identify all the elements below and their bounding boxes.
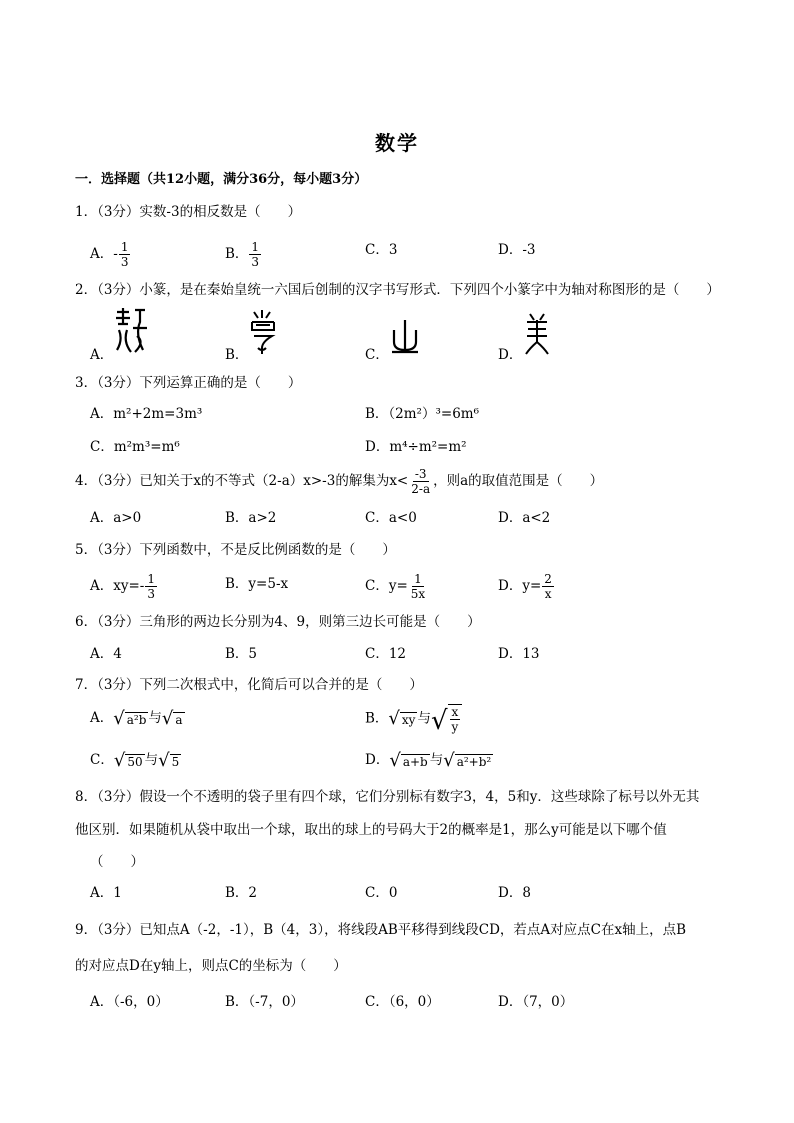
q1-b-den: 3 <box>251 255 260 269</box>
q7-b-radical-1: √ xy <box>388 708 416 729</box>
seal-glyph-d-icon <box>522 312 552 356</box>
q5-d-pre: D．y= <box>498 578 542 594</box>
question-7-stem: 7．（3分）下列二次根式中，化简后可以合并的是（ ） <box>75 677 423 693</box>
q7-option-a[interactable] <box>90 708 185 728</box>
q1-a-den: 3 <box>120 255 129 269</box>
q7-d-radical-1: √ a+b <box>389 749 428 771</box>
q1-option-a[interactable] <box>90 240 131 269</box>
seal-glyph-a-icon <box>113 306 149 356</box>
q4-den: 2-a <box>411 482 431 496</box>
q1-option-b[interactable] <box>225 240 262 269</box>
q6-option-a[interactable]: A．4 <box>90 646 122 662</box>
q2-option-d[interactable]: D． <box>498 347 523 363</box>
q4-stem-pre: 4．（3分）已知关于x的不等式（2-a）x>-3的解集为x< <box>75 473 409 489</box>
q2-option-a[interactable]: A． <box>90 347 114 363</box>
q2-option-b[interactable]: B． <box>225 347 249 363</box>
question-2-stem: 2．（3分）小篆，是在秦始皇统一六国后创制的汉字书写形式．下列四个小篆字中为轴对称图形的是（ ） <box>75 282 720 298</box>
question-9-line-2: 的对应点D在y轴上，则点C的坐标为（ ） <box>75 958 347 974</box>
q5-c-pre: C．y= <box>365 578 408 594</box>
q5-a-pre: A．xy=- <box>90 578 145 594</box>
q4-num: -3 <box>414 467 427 481</box>
q7-d-label: D． <box>365 752 390 768</box>
q1-b-fraction <box>249 240 261 269</box>
q7-d-radical-2: √ a²+b² <box>443 749 492 771</box>
q7-a-radical-2: √ a <box>161 707 183 729</box>
q7-c-with: 与 <box>144 752 159 768</box>
q7-b-label: B． <box>365 710 389 727</box>
question-4-stem <box>75 467 603 496</box>
q5-d-fraction <box>542 572 554 601</box>
q9-option-d[interactable]: D．（7，0） <box>498 994 574 1010</box>
q5-c-den: 5x <box>410 587 426 601</box>
q7-a-with: 与 <box>148 710 162 726</box>
section-heading: 一．选择题（共12小题，满分36分，每小题3分） <box>75 172 368 187</box>
q3-option-c[interactable]: C．m²m³=m⁶ <box>90 439 180 455</box>
question-3-stem: 3．（3分）下列运算正确的是（ ） <box>75 375 302 391</box>
q1-b-num: 1 <box>251 240 260 254</box>
q7-b-radical-2: √ $\frac{x}{y}$ <box>431 704 462 734</box>
q7-option-d[interactable] <box>365 750 493 770</box>
q9-option-c[interactable]: C．（6，0） <box>365 994 440 1010</box>
page-title: 数学 <box>375 131 419 155</box>
question-8-line-3: （ ） <box>90 854 144 870</box>
q7-c-label: C． <box>90 752 114 768</box>
q5-c-fraction <box>409 572 427 601</box>
q5-option-d[interactable] <box>498 572 555 601</box>
question-5-stem: 5．（3分）下列函数中，不是反比例函数的是（ ） <box>75 542 396 558</box>
q5-a-num: 1 <box>147 572 156 586</box>
question-8-line-1: 8．（3分）假设一个不透明的袋子里有四个球，它们分别标有数字3，4，5和y．这些球除了标号以外无其 <box>75 789 700 805</box>
q5-d-num: 2 <box>544 572 552 586</box>
q2-option-c[interactable]: C． <box>365 347 389 363</box>
q1-option-c[interactable]: C．3 <box>365 242 398 258</box>
question-1-stem: 1．（3分）实数-3的相反数是（ ） <box>75 204 302 220</box>
q9-option-a[interactable]: A．（-6，0） <box>90 994 169 1010</box>
q4-option-c[interactable]: C．a<0 <box>365 510 417 526</box>
question-9-line-1: 9．（3分）已知点A（-2，-1），B（4，3），将线段AB平移得到线段CD，若点A对应点C在x轴上，点B <box>75 922 687 938</box>
q3-option-d[interactable]: D．m⁴÷m²=m² <box>365 439 467 455</box>
q3-option-b[interactable]: B．（2m²）³=6m⁶ <box>365 406 479 422</box>
q1-a-fraction <box>119 240 131 269</box>
q1-a-sign: - <box>113 246 118 262</box>
q6-option-b[interactable]: B．5 <box>225 646 258 662</box>
q7-d-with: 与 <box>429 752 444 768</box>
q5-option-a[interactable] <box>90 572 158 601</box>
q1-a-label: A． <box>90 246 114 262</box>
q4-option-a[interactable]: A．a>0 <box>90 510 142 526</box>
q5-a-fraction <box>145 572 157 601</box>
q4-option-b[interactable]: B．a>2 <box>225 510 277 526</box>
q5-d-den: x <box>544 587 552 601</box>
question-8-line-2: 他区别．如果随机从袋中取出一个球，取出的球上的号码大于2的概率是1，那么y可能是以下哪个值 <box>75 822 667 838</box>
q7-option-c[interactable] <box>90 750 181 770</box>
q6-option-d[interactable]: D．13 <box>498 646 540 662</box>
q1-a-num: 1 <box>120 240 129 254</box>
q8-option-d[interactable]: D．8 <box>498 885 531 901</box>
q7-a-radical-1: √ a²b <box>113 707 147 729</box>
q9-option-b[interactable]: B．（-7，0） <box>225 994 304 1010</box>
question-6-stem: 6．（3分）三角形的两边长分别为4、9，则第三边长可能是（ ） <box>75 614 481 630</box>
q8-option-b[interactable]: B．2 <box>225 885 258 901</box>
q5-a-den: 3 <box>147 587 156 601</box>
q7-c-radical-2: √ 5 <box>158 749 180 771</box>
q8-option-a[interactable]: A．1 <box>90 885 122 901</box>
q3-option-a[interactable]: A．m²+2m=3m³ <box>90 406 203 422</box>
q5-c-num: 1 <box>414 572 422 586</box>
q1-b-label: B． <box>225 246 249 262</box>
seal-glyph-c-icon <box>390 318 420 354</box>
q5-option-b[interactable]: B．y=5-x <box>225 576 289 592</box>
seal-glyph-b-icon <box>248 308 278 356</box>
q4-option-d[interactable]: D．a<2 <box>498 510 551 526</box>
q7-option-b[interactable] <box>365 704 462 734</box>
q7-b-with: 与 <box>417 710 431 727</box>
q7-a-label: A． <box>90 710 114 726</box>
q5-option-c[interactable] <box>365 572 428 601</box>
q4-fraction <box>409 467 432 496</box>
q8-option-c[interactable]: C．0 <box>365 885 398 901</box>
q6-option-c[interactable]: C．12 <box>365 646 407 662</box>
q7-c-radical-1: √ 50 <box>113 749 143 771</box>
q1-option-d[interactable]: D．-3 <box>498 242 536 258</box>
q4-stem-post: ，则a的取值范围是（ ） <box>433 473 604 489</box>
